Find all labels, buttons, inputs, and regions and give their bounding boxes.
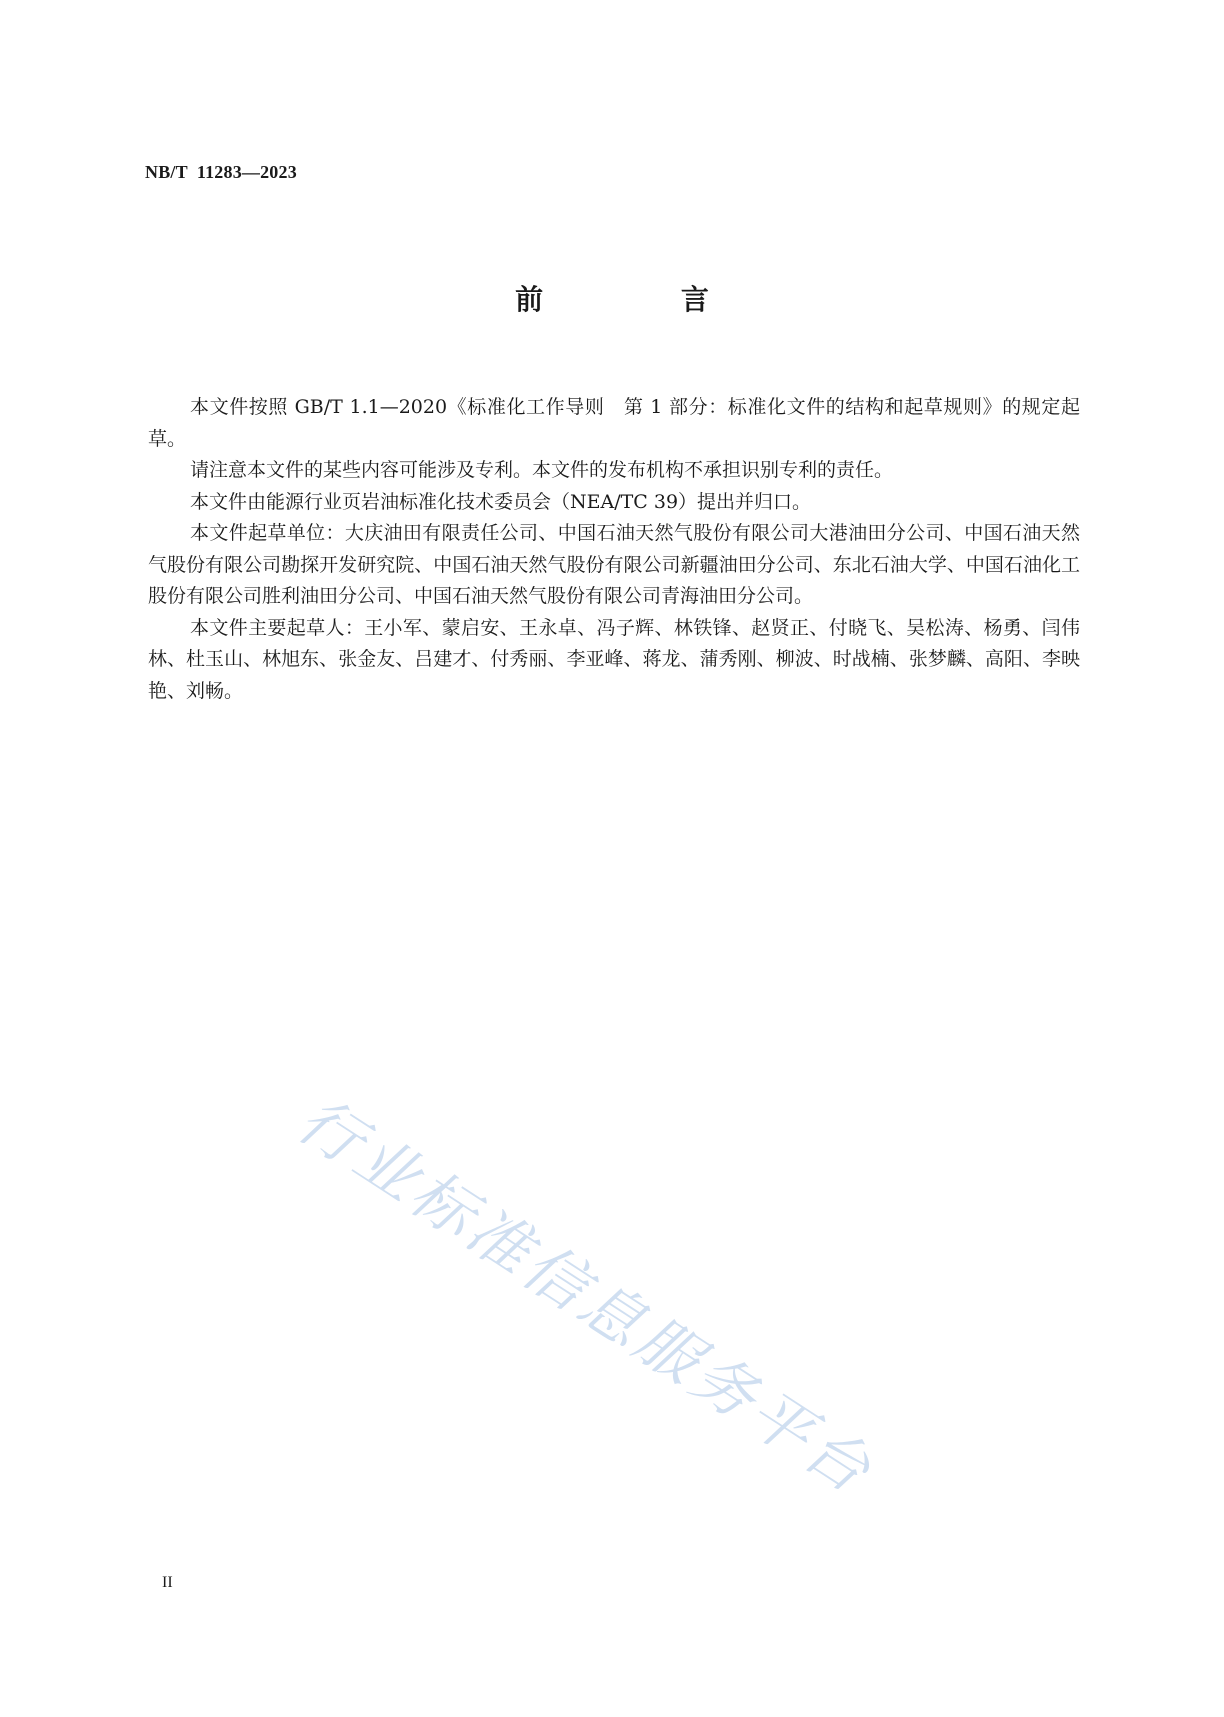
paragraph-committee: 本文件由能源行业页岩油标准化技术委员会（NEA/TC 39）提出并归口。	[190, 490, 812, 513]
watermark: 行业标准信息服务平台	[285, 1082, 887, 1510]
paragraph-drafters: 本文件主要起草人：王小军、蒙启安、王永卓、冯子辉、林铁锋、赵贤正、付晓飞、吴松涛、杨勇、闫伟林、杜玉山、林旭东、张金友、吕建才、付秀丽、李亚峰、蒋龙、蒲秀刚、柳波、时战楠、张梦麟、高阳、李映艳、刘畅。	[148, 616, 1080, 702]
page-title: 前 言	[515, 283, 773, 316]
foreword-body	[148, 392, 1080, 707]
paragraph-drafting-rules: 本文件按照 GB/T 1.1—2020《标准化工作导则 第 1 部分：标准化文件的结构和起草规则》的规定起草。	[148, 396, 1080, 450]
document-code: NB/T 11283—2023	[145, 162, 297, 182]
paragraph-drafting-units: 本文件起草单位：大庆油田有限责任公司、中国石油天然气股份有限公司大港油田分公司、中国石油天然气股份有限公司勘探开发研究院、中国石油天然气股份有限公司新疆油田分公司、东北石油大学、中国石油化工股份有限公司胜利油田分公司、中国石油天然气股份有限公司青海油田分公司。	[148, 522, 1080, 607]
paragraph-patent-notice: 请注意本文件的某些内容可能涉及专利。本文件的发布机构不承担识别专利的责任。	[190, 459, 894, 481]
page-number: II	[162, 1574, 173, 1591]
